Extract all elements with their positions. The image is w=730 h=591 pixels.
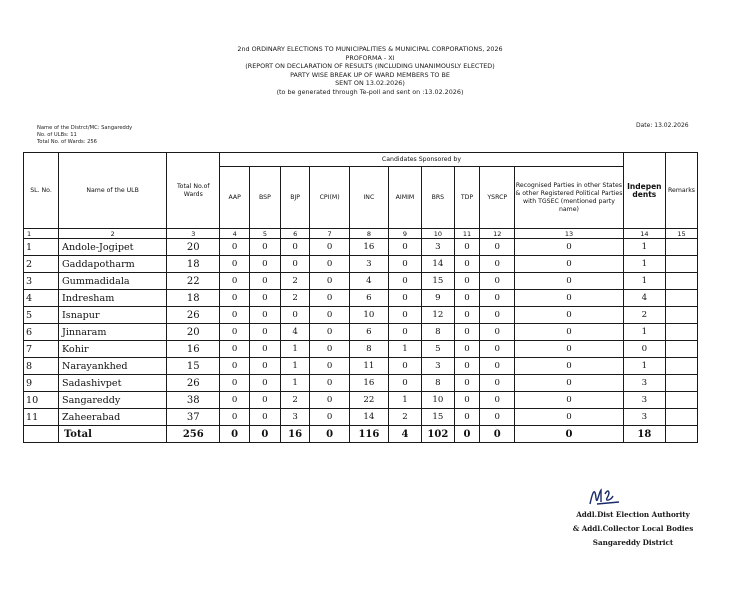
column-number-row xyxy=(24,229,698,239)
cell-brs: 3 xyxy=(421,358,454,375)
handwritten-signature xyxy=(585,484,625,510)
cell-total: 38 xyxy=(167,392,220,409)
cell-name: Sadashivpet xyxy=(59,375,167,392)
table-row xyxy=(24,409,698,426)
cell-ysrcp: 0 xyxy=(480,307,515,324)
cell-remarks xyxy=(666,290,698,307)
cell-ysrcp: 0 xyxy=(480,256,515,273)
cell-bjp: 4 xyxy=(280,324,310,341)
results-table xyxy=(23,152,698,443)
cell-remarks xyxy=(666,392,698,409)
cell-aap: 0 xyxy=(220,375,250,392)
cell-remarks xyxy=(666,375,698,392)
cell-bjp: 1 xyxy=(280,358,310,375)
report-date: Date: 13.02.2026 xyxy=(636,122,689,129)
total-bjp: 16 xyxy=(280,426,310,443)
cell-sl: 11 xyxy=(24,409,59,426)
cell-bjp: 0 xyxy=(280,307,310,324)
table-row xyxy=(24,375,698,392)
cell-tdp: 0 xyxy=(454,392,479,409)
cell-total: 22 xyxy=(167,273,220,290)
cell-inc: 16 xyxy=(349,375,388,392)
total-row xyxy=(24,426,698,443)
cell-tdp: 0 xyxy=(454,409,479,426)
cell-sl: 6 xyxy=(24,324,59,341)
col-header-name: Name of the ULB xyxy=(59,153,167,229)
cell-indep: 0 xyxy=(623,341,665,358)
cell-bsp: 0 xyxy=(250,341,281,358)
cell-cpim: 0 xyxy=(310,392,349,409)
cell-remarks xyxy=(666,409,698,426)
cell-name: Indresham xyxy=(59,290,167,307)
cell-brs: 5 xyxy=(421,341,454,358)
col-header-party: AAP xyxy=(220,167,250,229)
cell-other: 0 xyxy=(515,392,623,409)
total-aap: 0 xyxy=(220,426,250,443)
cell-aap: 0 xyxy=(220,392,250,409)
cell-remarks xyxy=(666,358,698,375)
total-other: 0 xyxy=(515,426,623,443)
col-header-party: AIMIM xyxy=(389,167,422,229)
cell-aap: 0 xyxy=(220,307,250,324)
cell-aap: 0 xyxy=(220,290,250,307)
cell-indep: 3 xyxy=(623,392,665,409)
cell-total: 20 xyxy=(167,324,220,341)
cell-sl: 5 xyxy=(24,307,59,324)
col-header-party: INC xyxy=(349,167,388,229)
cell-remarks xyxy=(666,307,698,324)
cell-total: 15 xyxy=(167,358,220,375)
cell-indep: 3 xyxy=(623,375,665,392)
table-row xyxy=(24,239,698,256)
total-aimim: 4 xyxy=(389,426,422,443)
cell-other: 0 xyxy=(515,256,623,273)
cell-name: Isnapur xyxy=(59,307,167,324)
cell-brs: 12 xyxy=(421,307,454,324)
election-title: 2nd ORDINARY ELECTIONS TO MUNICIPALITIES & MUNICIPAL CORPORATIONS, 2026 xyxy=(237,45,503,53)
cell-tdp: 0 xyxy=(454,290,479,307)
cell-name: Zaheerabad xyxy=(59,409,167,426)
col-number: 7 xyxy=(310,229,349,239)
col-number: 10 xyxy=(421,229,454,239)
cell-aap: 0 xyxy=(220,358,250,375)
cell-brs: 8 xyxy=(421,324,454,341)
col-header-party: TDP xyxy=(454,167,479,229)
cell-sl: 1 xyxy=(24,239,59,256)
cell-brs: 10 xyxy=(421,392,454,409)
col-number: 12 xyxy=(480,229,515,239)
cell-other: 0 xyxy=(515,409,623,426)
cell-bsp: 0 xyxy=(250,256,281,273)
cell-tdp: 0 xyxy=(454,273,479,290)
col-number: 3 xyxy=(167,229,220,239)
total-remarks xyxy=(666,426,698,443)
cell-aimim: 0 xyxy=(389,375,422,392)
cell-brs: 3 xyxy=(421,239,454,256)
cell-cpim: 0 xyxy=(310,409,349,426)
cell-aimim: 0 xyxy=(389,256,422,273)
table-row xyxy=(24,273,698,290)
report-generated-note: (to be generated through Te-poll and sent on :13.02.2026) xyxy=(276,87,464,96)
table-row xyxy=(24,324,698,341)
group-header-sponsored: Candidates Sponsored by xyxy=(220,153,623,167)
ward-count: Total No. of Wards: 256 xyxy=(37,139,97,145)
cell-remarks xyxy=(666,239,698,256)
cell-name: Gaddapotharm xyxy=(59,256,167,273)
cell-indep: 1 xyxy=(623,358,665,375)
table-row xyxy=(24,307,698,324)
col-header-party: BRS xyxy=(421,167,454,229)
cell-aimim: 2 xyxy=(389,409,422,426)
cell-other: 0 xyxy=(515,341,623,358)
cell-aimim: 0 xyxy=(389,239,422,256)
cell-tdp: 0 xyxy=(454,341,479,358)
cell-indep: 2 xyxy=(623,307,665,324)
cell-bsp: 0 xyxy=(250,290,281,307)
cell-total: 26 xyxy=(167,375,220,392)
cell-ysrcp: 0 xyxy=(480,392,515,409)
total-tdp: 0 xyxy=(454,426,479,443)
cell-indep: 1 xyxy=(623,273,665,290)
col-number: 14 xyxy=(623,229,665,239)
cell-bjp: 0 xyxy=(280,239,310,256)
cell-total: 18 xyxy=(167,256,220,273)
cell-cpim: 0 xyxy=(310,290,349,307)
cell-cpim: 0 xyxy=(310,324,349,341)
cell-inc: 4 xyxy=(349,273,388,290)
cell-aimim: 0 xyxy=(389,290,422,307)
cell-aimim: 0 xyxy=(389,324,422,341)
cell-cpim: 0 xyxy=(310,256,349,273)
cell-ysrcp: 0 xyxy=(480,358,515,375)
col-number: 1 xyxy=(24,229,59,239)
cell-other: 0 xyxy=(515,375,623,392)
cell-bsp: 0 xyxy=(250,273,281,290)
cell-other: 0 xyxy=(515,273,623,290)
cell-bsp: 0 xyxy=(250,239,281,256)
signatory-designation: & Addl.Collector Local Bodies xyxy=(572,524,694,533)
cell-aap: 0 xyxy=(220,409,250,426)
cell-indep: 1 xyxy=(623,239,665,256)
cell-aimim: 0 xyxy=(389,273,422,290)
cell-sl: 9 xyxy=(24,375,59,392)
cell-aimim: 1 xyxy=(389,341,422,358)
cell-inc: 8 xyxy=(349,341,388,358)
cell-cpim: 0 xyxy=(310,307,349,324)
cell-indep: 3 xyxy=(623,409,665,426)
cell-ysrcp: 0 xyxy=(480,341,515,358)
cell-inc: 22 xyxy=(349,392,388,409)
cell-ysrcp: 0 xyxy=(480,273,515,290)
table-row xyxy=(24,290,698,307)
cell-name: Gummadidala xyxy=(59,273,167,290)
cell-other: 0 xyxy=(515,307,623,324)
report-breakup: PARTY WISE BREAK UP OF WARD MEMBERS TO BE xyxy=(290,70,450,79)
cell-total: 26 xyxy=(167,307,220,324)
col-header-party: BSP xyxy=(250,167,281,229)
cell-indep: 4 xyxy=(623,290,665,307)
cell-sl: 4 xyxy=(24,290,59,307)
cell-inc: 11 xyxy=(349,358,388,375)
report-sent-on: SENT ON 13.02.2026) xyxy=(335,79,405,88)
cell-aap: 0 xyxy=(220,273,250,290)
cell-name: Narayankhed xyxy=(59,358,167,375)
cell-cpim: 0 xyxy=(310,375,349,392)
cell-inc: 6 xyxy=(349,324,388,341)
cell-brs: 14 xyxy=(421,256,454,273)
cell-remarks xyxy=(666,324,698,341)
cell-aimim: 0 xyxy=(389,307,422,324)
cell-remarks xyxy=(666,256,698,273)
col-header-other-parties: Recognised Parties in other States & other Registered Political Parties with TGSEC (mentioned party name) xyxy=(515,167,623,229)
signatory-district: Sangareddy District xyxy=(592,538,674,547)
cell-inc: 14 xyxy=(349,409,388,426)
cell-name: Andole-Jogipet xyxy=(59,239,167,256)
cell-bjp: 3 xyxy=(280,409,310,426)
cell-aap: 0 xyxy=(220,256,250,273)
cell-cpim: 0 xyxy=(310,273,349,290)
district-name: Name of the Distrct/MC: Sangareddy xyxy=(37,125,133,131)
cell-aimim: 1 xyxy=(389,392,422,409)
cell-bjp: 1 xyxy=(280,341,310,358)
cell-indep: 1 xyxy=(623,324,665,341)
cell-bjp: 2 xyxy=(280,290,310,307)
col-number: 6 xyxy=(280,229,310,239)
cell-name: Jinnaram xyxy=(59,324,167,341)
cell-bsp: 0 xyxy=(250,307,281,324)
cell-remarks xyxy=(666,341,698,358)
col-number: 2 xyxy=(59,229,167,239)
cell-tdp: 0 xyxy=(454,239,479,256)
col-number: 5 xyxy=(250,229,281,239)
cell-aap: 0 xyxy=(220,239,250,256)
cell-remarks xyxy=(666,273,698,290)
total-brs: 102 xyxy=(421,426,454,443)
cell-bsp: 0 xyxy=(250,324,281,341)
total-label: Total xyxy=(59,426,167,443)
cell-name: Sangareddy xyxy=(59,392,167,409)
cell-ysrcp: 0 xyxy=(480,324,515,341)
cell-tdp: 0 xyxy=(454,375,479,392)
cell-tdp: 0 xyxy=(454,307,479,324)
col-number: 9 xyxy=(389,229,422,239)
cell-ysrcp: 0 xyxy=(480,409,515,426)
report-description: (REPORT ON DECLARATION OF RESULTS (INCLUDING UNANIMOUSLY ELECTED) xyxy=(245,62,495,71)
total-ysrcp: 0 xyxy=(480,426,515,443)
cell-inc: 3 xyxy=(349,256,388,273)
col-header-sl: SL. No. xyxy=(24,153,59,229)
cell-aap: 0 xyxy=(220,341,250,358)
cell-bjp: 0 xyxy=(280,256,310,273)
col-number: 11 xyxy=(454,229,479,239)
cell-tdp: 0 xyxy=(454,324,479,341)
col-header-remarks: Remarks xyxy=(666,153,698,229)
cell-other: 0 xyxy=(515,358,623,375)
cell-ysrcp: 0 xyxy=(480,290,515,307)
cell-bsp: 0 xyxy=(250,409,281,426)
table-row xyxy=(24,256,698,273)
col-number: 15 xyxy=(666,229,698,239)
report-header xyxy=(150,45,590,97)
cell-other: 0 xyxy=(515,239,623,256)
cell-brs: 15 xyxy=(421,409,454,426)
cell-ysrcp: 0 xyxy=(480,239,515,256)
cell-sl: 8 xyxy=(24,358,59,375)
cell-brs: 9 xyxy=(421,290,454,307)
cell-bsp: 0 xyxy=(250,375,281,392)
cell-bjp: 2 xyxy=(280,392,310,409)
table-row xyxy=(24,392,698,409)
cell-total: 20 xyxy=(167,239,220,256)
cell-total: 16 xyxy=(167,341,220,358)
cell-other: 0 xyxy=(515,324,623,341)
cell-indep: 1 xyxy=(623,256,665,273)
cell-bsp: 0 xyxy=(250,392,281,409)
report-meta xyxy=(37,125,132,146)
cell-brs: 8 xyxy=(421,375,454,392)
cell-total: 18 xyxy=(167,290,220,307)
cell-aimim: 0 xyxy=(389,358,422,375)
proforma-label: PROFORMA - XI xyxy=(345,53,395,62)
total-independents: 18 xyxy=(623,426,665,443)
cell-bjp: 2 xyxy=(280,273,310,290)
cell-sl: 3 xyxy=(24,273,59,290)
signatory-title: Addl.Dist Election Authority xyxy=(576,510,690,519)
col-number: 13 xyxy=(515,229,623,239)
total-inc: 116 xyxy=(349,426,388,443)
cell-tdp: 0 xyxy=(454,256,479,273)
cell-inc: 6 xyxy=(349,290,388,307)
cell-cpim: 0 xyxy=(310,358,349,375)
signature-text xyxy=(553,508,713,550)
cell-brs: 15 xyxy=(421,273,454,290)
cell-sl: 10 xyxy=(24,392,59,409)
cell-inc: 10 xyxy=(349,307,388,324)
cell-bsp: 0 xyxy=(250,358,281,375)
cell-name: Kohir xyxy=(59,341,167,358)
total-wards: 256 xyxy=(167,426,220,443)
total-sl xyxy=(24,426,59,443)
ulb-count: No. of ULBs: 11 xyxy=(37,132,77,138)
cell-total: 37 xyxy=(167,409,220,426)
cell-bjp: 1 xyxy=(280,375,310,392)
col-number: 4 xyxy=(220,229,250,239)
col-header-total-wards: Total No.of Wards xyxy=(167,153,220,229)
cell-sl: 2 xyxy=(24,256,59,273)
cell-tdp: 0 xyxy=(454,358,479,375)
cell-cpim: 0 xyxy=(310,239,349,256)
cell-sl: 7 xyxy=(24,341,59,358)
table-row xyxy=(24,358,698,375)
cell-other: 0 xyxy=(515,290,623,307)
col-number: 8 xyxy=(349,229,388,239)
cell-cpim: 0 xyxy=(310,341,349,358)
col-header-independents: Indepen dents xyxy=(623,153,665,229)
col-header-party: BJP xyxy=(280,167,310,229)
cell-inc: 16 xyxy=(349,239,388,256)
col-header-party: YSRCP xyxy=(480,167,515,229)
total-bsp: 0 xyxy=(250,426,281,443)
total-cpim: 0 xyxy=(310,426,349,443)
table-row xyxy=(24,341,698,358)
col-header-party: CPI(M) xyxy=(310,167,349,229)
cell-aap: 0 xyxy=(220,324,250,341)
cell-ysrcp: 0 xyxy=(480,375,515,392)
